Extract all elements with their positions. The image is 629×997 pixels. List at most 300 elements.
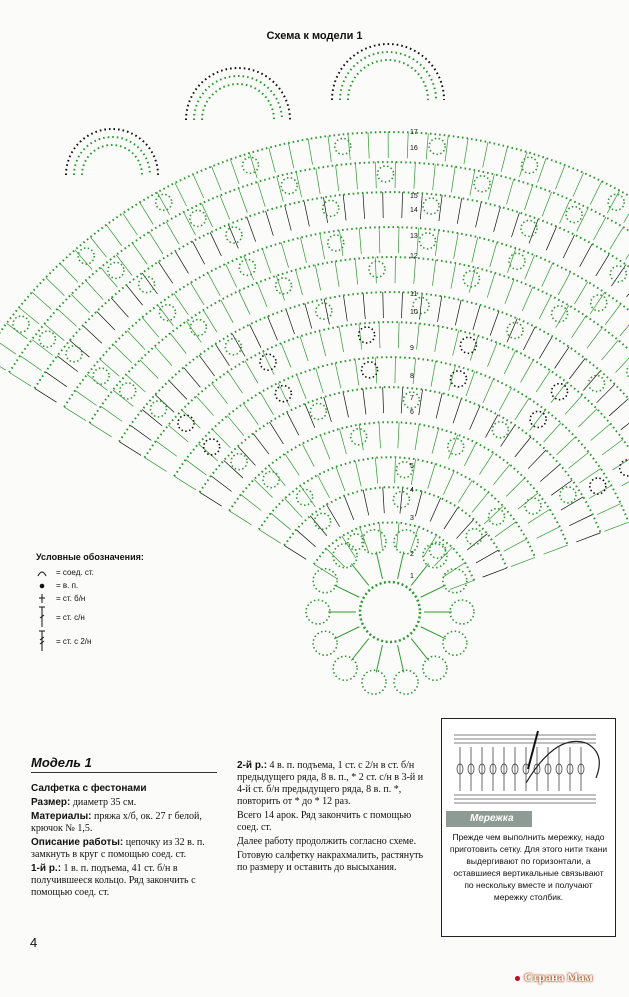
petal-stitch [351,564,368,586]
stitch-mark [505,279,514,303]
stitch-mark [335,363,341,388]
stitch-mark [507,248,516,273]
petal-loop [394,670,418,694]
row1-text: 1 в. п. подъема, 41 ст. б/н в получившееся кольцо. Ряд закончить с помощью соед. ст. [31,863,196,898]
chain-arc [448,439,464,455]
stitch-mark [142,410,162,426]
stitch-mark [539,336,552,358]
chain-arc [560,487,576,503]
stitch-mark [247,217,256,241]
stitch-mark [436,393,442,418]
stitch-mark [451,263,456,289]
stitch-mark [439,195,442,221]
stitch-mark [626,238,629,260]
chain-arc [93,368,109,384]
stitch-mark [494,207,501,232]
chain-arc [591,295,607,311]
page-number: 4 [30,935,38,950]
legend-label: = ст. с/н [56,612,85,622]
stitch-mark [316,368,324,393]
instructions-column-2 [237,760,427,876]
stitch-mark [417,323,420,349]
chain-arc [316,303,332,319]
stitch-mark [71,294,89,312]
stitch-mark [277,176,284,201]
stitch-mark [90,237,106,257]
stitch-mark [199,355,215,376]
treble-crochet-icon [36,630,56,652]
legend-heading: Условные обозначения: [36,552,144,562]
stitch-mark [166,222,179,245]
stitch-mark [568,452,588,468]
stitch-mark [232,334,245,357]
stitch-mark [259,529,281,543]
stitch-mark [593,217,605,240]
stitch-mark [0,340,16,355]
stitch-mark [156,441,177,456]
row-number-label: 2 [410,551,414,558]
stitch-mark [140,360,158,378]
single-crochet-icon [36,593,56,604]
stitch-mark [269,148,276,173]
chain-row [90,257,629,487]
stitch-mark [340,230,343,256]
stitch-mark [430,498,441,522]
stitch-mark [579,468,600,483]
chain-arc [525,498,541,514]
stitch-mark [490,242,497,267]
petal-stitch [376,552,382,579]
stitch-mark [268,316,278,340]
stitch-mark [269,422,283,444]
petal-stitch [376,645,382,672]
stitch-mark [577,208,588,231]
stitch-mark [525,185,533,210]
chain-arc [378,166,394,182]
stitch-mark [417,228,419,254]
chain-row [284,487,507,568]
stitch-mark [453,399,461,424]
stitch-mark [339,429,346,454]
stitch-mark [383,387,384,413]
stitch-mark [140,202,154,224]
row-number-label: 4 [410,487,414,494]
stitch-mark [563,235,574,258]
stitch-mark [305,404,315,428]
stitch-mark [464,138,468,164]
stitch-mark [621,414,629,430]
stitch-mark [458,480,472,502]
petal-loop [423,544,447,568]
stitch-mark [304,201,309,226]
stitch-mark [398,322,399,348]
scallop-arc [194,76,282,120]
stitch-mark [227,416,244,436]
chain-arc [566,207,582,223]
legend-item [36,593,146,604]
petal-loop [306,600,330,624]
stitch-mark [336,165,339,191]
stitch-mark [551,480,572,495]
stitch-mark [589,486,612,499]
stitch-mark [435,230,438,256]
stitch-mark [271,513,291,530]
stitch-mark [149,232,163,254]
stitch-mark [158,305,174,326]
stitch-mark [483,142,488,167]
stitch-mark [46,278,65,296]
petal-loop [450,600,474,624]
stitch-mark [348,134,350,160]
stitch-mark [302,444,314,467]
sidebar-box [441,718,616,937]
stitch-mark [523,327,535,350]
stitch-mark [296,172,301,197]
stitch-mark [543,545,567,554]
petal-loop [423,656,447,680]
chain-arc [466,529,482,545]
stitch-mark [466,371,475,396]
stitch-mark [470,170,475,196]
chain-arc [66,346,82,362]
stitch-mark [454,233,459,259]
stitch-mark [379,227,380,253]
stitch-mark [620,316,629,336]
stitch-mark [504,539,527,551]
stitch-mark [203,310,217,332]
stitch-mark [175,251,188,273]
stitch-mark [324,397,332,422]
stitch-mark [57,309,76,327]
stitch-mark [286,309,294,334]
stitch-mark [145,458,167,472]
petal-loop [313,569,337,593]
stitch-mark [45,372,66,387]
chain-arc [552,306,568,322]
chain-arc [351,429,367,445]
stitch-mark [472,492,489,512]
stitch-mark [379,523,382,549]
row-number-label: 13 [410,233,418,240]
row-number-label: 5 [410,463,414,470]
stitch-mark [228,372,243,394]
stitch-mark [324,299,329,324]
stitch-mark [528,509,550,523]
stitch-mark [607,190,619,213]
model-heading: Модель 1 [31,755,217,773]
stitch-mark [450,580,474,589]
row-number-label: 8 [410,373,414,380]
row-number-label: 7 [410,395,414,402]
scallop-arc [82,145,142,175]
chain-arc [108,262,124,278]
chain-arc [204,439,220,455]
stitch-mark [616,354,629,373]
stitch-mark [597,504,621,515]
row-number-label: 15 [410,193,418,200]
stitch-mark [383,487,385,513]
stitch-mark [276,276,284,301]
petal-stitch [398,645,404,672]
stitch-mark [379,422,381,448]
stitch-mark [300,336,308,361]
description-text: цепочку из 32 в. п. замкнуть в круг с помощью соед. ст. [31,837,205,860]
stitch-mark [253,433,269,454]
stitch-mark [123,213,137,235]
chain-arc [231,454,247,470]
stitch-mark [285,498,303,517]
stitch-mark [528,450,546,469]
scallop-arc [348,60,428,100]
slip-stitch-arc-icon [36,567,56,578]
stitch-mark [542,192,551,216]
stitch-mark [317,475,329,498]
row-number-label: 9 [410,345,414,352]
stitch-mark [420,193,422,219]
stitch-mark [111,298,128,317]
stitch-mark [522,287,532,311]
stitch-mark [210,232,221,255]
stitch-mark [328,136,331,162]
row-number-label: 11 [410,291,418,298]
chain-row [9,162,629,454]
chain-arc [451,371,467,387]
watermark-text: Страна Мам [524,970,593,984]
stitch-mark [191,283,204,305]
stitch-mark [435,326,439,352]
materials-text: пряжа х/б, ок. 27 г белой, крючок № 1,5. [31,811,202,834]
stitch-mark [518,493,538,509]
stitch-mark [86,281,104,300]
stitch-mark [287,412,299,435]
stitch-mark [296,530,316,547]
stitch-mark [451,167,455,193]
stitch-mark [344,496,354,520]
stitch-mark [182,410,201,428]
stitch-mark [281,243,288,268]
stitch-mark [597,384,615,402]
chain-arc [263,472,279,488]
stitch-mark [101,406,122,421]
chain-arc [150,401,166,417]
stitch-mark [296,270,303,295]
stitch-mark [583,371,600,391]
stitch-mark [200,492,222,506]
stitch-mark [324,197,328,223]
stitch-mark [485,415,497,438]
stitch-mark [574,282,587,304]
stitch-mark [20,356,41,371]
stitch-mark [215,344,229,366]
stitch-mark [363,193,365,219]
stitch-mark [476,550,499,563]
stitch-mark [32,292,51,309]
stitch-mark [101,267,118,287]
size-label: Размер: [31,797,71,808]
chain-arc [589,376,605,392]
instructions-column-1 [31,783,221,901]
stitch-mark [414,163,415,189]
stitch-mark [262,249,271,274]
stitch-mark [375,162,376,188]
stitch-mark [483,379,494,403]
chain-arc [190,210,206,226]
stitch-mark [208,273,220,296]
petal-stitch [334,627,359,639]
stitch-mark [431,361,436,387]
stitch-mark [538,158,546,183]
row-number-label: 6 [410,409,414,416]
stitch-mark [359,228,361,254]
stitch-mark [363,389,366,415]
stitch-mark [507,179,514,204]
stitch-mark [536,370,550,392]
stitch-mark [186,460,207,476]
chain-dot-icon [36,580,56,591]
stitch-mark [506,478,524,496]
stitch-mark [245,361,258,384]
legend-item [36,606,146,628]
stitch-mark [239,188,248,212]
stitch-mark [379,322,380,348]
model-name: Салфетка с фестонами [31,783,147,794]
stitch-mark [443,563,465,577]
stitch-mark [288,143,294,168]
legend-label: = в. п. [56,581,79,590]
stitch-mark [316,168,320,194]
stitch-mark [260,392,273,414]
arcs-text: Всего 14 арок. Ряд закончить с помощью соед. ст. [237,810,412,833]
row-number-label: 3 [410,515,414,522]
stitch-mark [254,479,273,497]
stitch-mark [44,324,64,341]
materials-label: Материалы: [31,811,92,822]
stitch-mark [60,263,78,282]
row-number-label: 14 [410,207,418,214]
petal-loop [362,670,386,694]
stitch-mark [453,330,459,355]
chain-arc [276,278,292,294]
stitch-mark [192,241,204,264]
stitch-mark [565,395,582,414]
stitch-mark [555,347,570,369]
stitch-mark [221,300,233,323]
stitch-mark [555,165,564,189]
stitch-mark [355,461,361,486]
stitch-mark [415,424,419,450]
stitch-mark [281,343,291,367]
petal-stitch [411,639,428,661]
stitch-mark [443,471,454,495]
stitch-mark [335,261,339,287]
stitch-mark [285,205,292,230]
stitch-mark [415,491,422,516]
stitch-mark [212,429,230,448]
stitch-mark [499,388,511,411]
stitch-mark [576,533,600,542]
petal-loop [333,656,357,680]
stitch-mark [113,345,132,363]
stitch-mark [320,435,330,459]
row-number-label: 1 [410,573,414,580]
stitch-mark [202,203,213,227]
stitch-mark [561,497,583,510]
stitch-mark [319,331,325,356]
stitch-mark [479,453,493,475]
stitch-mark [445,136,448,162]
stitch-mark [605,304,621,325]
stitch-mark [490,311,499,335]
stitch-mark [119,442,141,456]
row2-text: 4 в. п. подъема, 1 ст. с 2/н в ст. б/н предыдущего ряда, 8 в. п., * 2 ст. с/н в 3-й и 4-й ст. б/н предыдущего ряда, 8 в. п. *, повторить от * до * 12 раз. [237,760,424,807]
stitch-mark [407,132,408,158]
stitch-mark [168,425,188,442]
stitch-mark [250,324,261,347]
stitch-mark [174,293,189,315]
stitch-mark [35,388,57,402]
petal-stitch [398,552,404,579]
stitch-mark [196,396,213,415]
stitch-mark [355,359,359,385]
continue-text: Далее работу продолжить согласно схеме. [237,836,417,847]
stitch-mark [363,490,369,515]
stitch-mark [211,476,232,492]
stitch-mark [410,527,418,552]
sidebar-text: Прежде чем выполнить мережку, надо приготовить сетку. Для этого нити ткани выдергивают по горизонтали, а оставшиеся вертикальные связывают по нескольку вместе и получают мережку столбик. [449,832,608,902]
stitch-mark [455,300,461,325]
stitch-mark [184,367,201,387]
stitch-mark [426,134,428,160]
description-label: Описание работы: [31,837,124,848]
legend-item [36,630,146,652]
stitch-mark [355,259,358,285]
chain-arc [420,233,436,249]
petal-loop [333,544,357,568]
chain-arc [362,362,378,378]
stitch-mark [175,183,187,206]
stitch-mark [428,464,436,489]
chain-arc [335,138,351,154]
stitch-mark [336,467,345,491]
row1-label: 1-й р.: [31,863,62,874]
stitch-mark [444,507,458,529]
row-number-label: 10 [410,309,418,316]
chain-arc [492,422,508,438]
stitch-mark [258,182,266,207]
stitch-mark [487,273,495,298]
stitch-mark [193,174,204,198]
chain-arc [489,509,505,525]
chain-arc [225,339,241,355]
stitch-mark [464,443,476,466]
petal-loop [443,631,467,655]
stitch-mark [375,458,377,484]
watermark [515,970,593,985]
chain-arc [239,259,255,275]
stitch-mark [383,292,384,318]
row-number-label: 16 [410,145,418,152]
stitch-mark [97,311,115,330]
petal-stitch [421,627,446,639]
stitch-mark [473,305,480,330]
chain-arc [39,331,55,347]
stitch-mark [398,227,399,253]
chain-arc [590,478,606,494]
chain-arc [423,198,439,214]
page-title: Схема к модели 1 [266,30,363,42]
stitch-mark [569,514,592,525]
stitch-mark [359,324,362,350]
